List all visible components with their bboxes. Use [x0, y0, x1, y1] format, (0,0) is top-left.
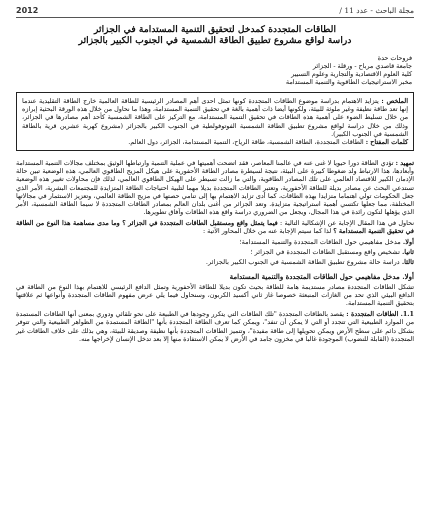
journal-name: مجلة الباحث - عدد 11 / — [339, 6, 414, 15]
title-line-1: الطاقات المتجددة كمدخل لتحقيق التنمية المستدامة في الجزائر — [93, 24, 337, 35]
running-head — [16, 6, 414, 18]
subsection-text: يقصد بالطاقات المتجددة "تلك الطاقات التي يتكرر وجودها في الطبيعة على نحو تلقائي ودوري بمعنى أنها الطاقات المستمدة من الموارد الطبيعية التي تتجدد أو التي لا يمكن أن تنفد"، ويمكن كما تعرف الطاقة المتجددة بأنها "الطاقة المستمدة من الظواهر الطبيعية والتي تتوفر بشكل دائم على سطح الأرض ويمكن تحويلها إلى طاقة مفيدة"، وتتميز الطاقات المتجددة بأنها نظيفة وصديقة للبيئة، وهي بذلك على خلاف الطاقات غير المتجددة (القابلة للنضوب) الموجودة غالبا في مخزون جامد في الأرض لا يمكن الاستفادة منها إلا بعد تدخل الإنسان لإخراجها منه. — [16, 310, 415, 343]
author-affiliation-lab: مخبر الاستراتيجيات الطاقوية والتنمية المستدامة — [285, 78, 412, 86]
journal-year: 2012 — [16, 6, 39, 15]
plan-item-text: دراسة حالة مشروع تطبيق الطاقة الشمسية في الجنوب الكبير بالجزائر. — [205, 258, 400, 267]
plan-item — [16, 248, 414, 257]
plan-item — [16, 238, 414, 247]
problem-question: فيما يتمثل واقع ومستقبل الطاقات المتجددة في الجزائر ؟ وما مدى مساهمة هذا النوع من الطاقة في تحقيق التنمية المستدامة ؟ — [16, 218, 414, 235]
author-affiliation-university: جامعة قاصدي مرباح - ورقلة - الجزائر — [312, 62, 412, 70]
section-paragraph: تشكل الطاقات المتجددة مصادر مستديمة هامة للطاقة بحيث تكون بديلا للطاقة الأحفورية وتمثل الدافع الرئيسي للاهتمام بهذا النوع من الطاقة في الدافع البيئي الذي تحد من الغازات المنبعثة خصوصا غاز ثاني أكسيد الكربون، وسنحاول فيما يلي عرض مفهوم الطاقات المتجددة وأنواعها ثم علاقتها بتحقيق التنمية المستدامة. — [16, 283, 414, 308]
abstract-label: الملخص : — [381, 97, 408, 105]
plan-item-text: تشخيص واقع ومستقبل الطاقات المتجددة في الجزائر ؛ — [250, 248, 400, 257]
subsection-paragraph — [16, 310, 414, 342]
author-block — [16, 54, 412, 86]
problem-statement — [16, 219, 414, 235]
subsection-heading: 1.1. الطاقات المتجددة : — [346, 310, 414, 319]
abstract-paragraph — [22, 97, 408, 138]
author-affiliation-faculty: كلية العلوم الاقتصادية والتجارية وعلوم التسيير — [291, 70, 412, 78]
keywords-paragraph — [22, 138, 408, 146]
problem-intro: نحاول في هذا المقال الإجابة عن الإشكالية التالية : — [280, 218, 414, 227]
plan-item — [16, 258, 414, 267]
author-name: فروحات حدة — [377, 54, 412, 62]
plan-item-number: أولا. — [402, 238, 414, 247]
plan-item-number: ثانيا. — [402, 248, 414, 257]
plan-item-number: ثالثا. — [401, 258, 414, 267]
plan-item-text: مدخل مفاهيمي حول الطاقات المتجددة والتنمية المستدامة؛ — [239, 238, 401, 247]
intro-paragraph — [16, 159, 414, 216]
intro-lead: تمهيد : — [395, 159, 414, 168]
plan-list — [16, 238, 414, 267]
keywords-label: كلمات المفتاح : — [365, 138, 408, 147]
abstract-box — [16, 92, 414, 151]
abstract-text: يتزايد الاهتمام بدراسة موضوع الطاقات المتجددة كونها تمثل احدى أهم المصادر الرئيسية للطاقة العالمية خارج الطاقة التقليدية عندما إنها تعد طاقة نظيفة وغير ملوثة للبيئة، ولكونها أيضا ذات أهمية بالغة في تحقيق التنمية المستدامة، وهذا ما نحاول من خلال هذه الورقة البحثية إبرازه من خلال تسليط الضوء على أهمية هذه الطاقات في تحقيق التنمية المستدامة، مع التركيز على الطاقة الشمسية كأحد أهم مصادرها في الجزائر، وذلك من خلال دراسة لواقع مشروع تطبيق الطاقة الشمسية الفوتوفولطية في الجنوب الكبير بالجزائر (مشروع كهربة عشرين قرية بالطاقة الشمسية في الجنوب الكبير). — [22, 97, 408, 138]
problem-tail: لذا كما سيتم الإجابة عنه من خلال المحاور الآتية : — [202, 226, 332, 235]
paper-title — [16, 24, 414, 46]
title-line-2: دراسة لواقع مشروع تطبيق الطاقة الشمسية في الجنوب الكبير بالجزائر — [78, 35, 352, 46]
intro-text: تؤدي الطاقة دورا حيويا لا غنى عنه في عالمنا المعاصر، فقد اتضحت أهميتها في عملية التنمية وارتباطها الوثيق بمختلف مجالات التنمية المستدامة وأبعادها، هذا الارتباط ولد ضغوطا كبيرة على البيئة، نتيجة لسيطرة مصادر الطاقة الأحفورية على هيكل المزيج الطاقوي العالمي، هذه الوضعية تبين حالة الإدمان الكبير للاقتصاد العالمي على تلك المصادر الطاقوية، والتي ما زالت تسيطر على الهيكل الطاقوي العالمي، لذلك فإن محاولات تغيير هذه الوضعية تستدعي البحث عن مصادر بديلة للطاقة الأحفورية، وتعتبر الطاقات المتجددة بديلا مهما لتلبية احتياجات الطاقة المتزايدة للمجتمعات البشرية، الأمر الذي جعل الحكومات تولي اهتماما متزايدا بهذه الطاقات، كما أدى تزايد الاهتمام بها إلى تنامي حصتها في مزيج الطاقة العالمي، وتعزيز الاستثمار في مجالاتها المختلفة، مما جعلها تكتسي أهمية استراتيجية متزايدة. وتعد الجزائر من أغنى بلدان العالم بمصادر الطاقات المتجددة لا سيما الطاقة الشمسية، الأمر الذي يؤهلها لتكون رائدة في هذا المجال، ويجعل من الضروري دراسة واقع هذه الطاقات وآفاق تطويرها. — [16, 159, 414, 216]
section-heading: أولا. مدخل مفاهيمي حول الطاقات المتجددة والتنمية المستدامة — [229, 272, 414, 282]
keywords-text: الطاقات المتجددة، الطاقة الشمسية، طاقة الرياح، التنمية المستدامة، الجزائر، دول العالم. — [128, 138, 364, 147]
